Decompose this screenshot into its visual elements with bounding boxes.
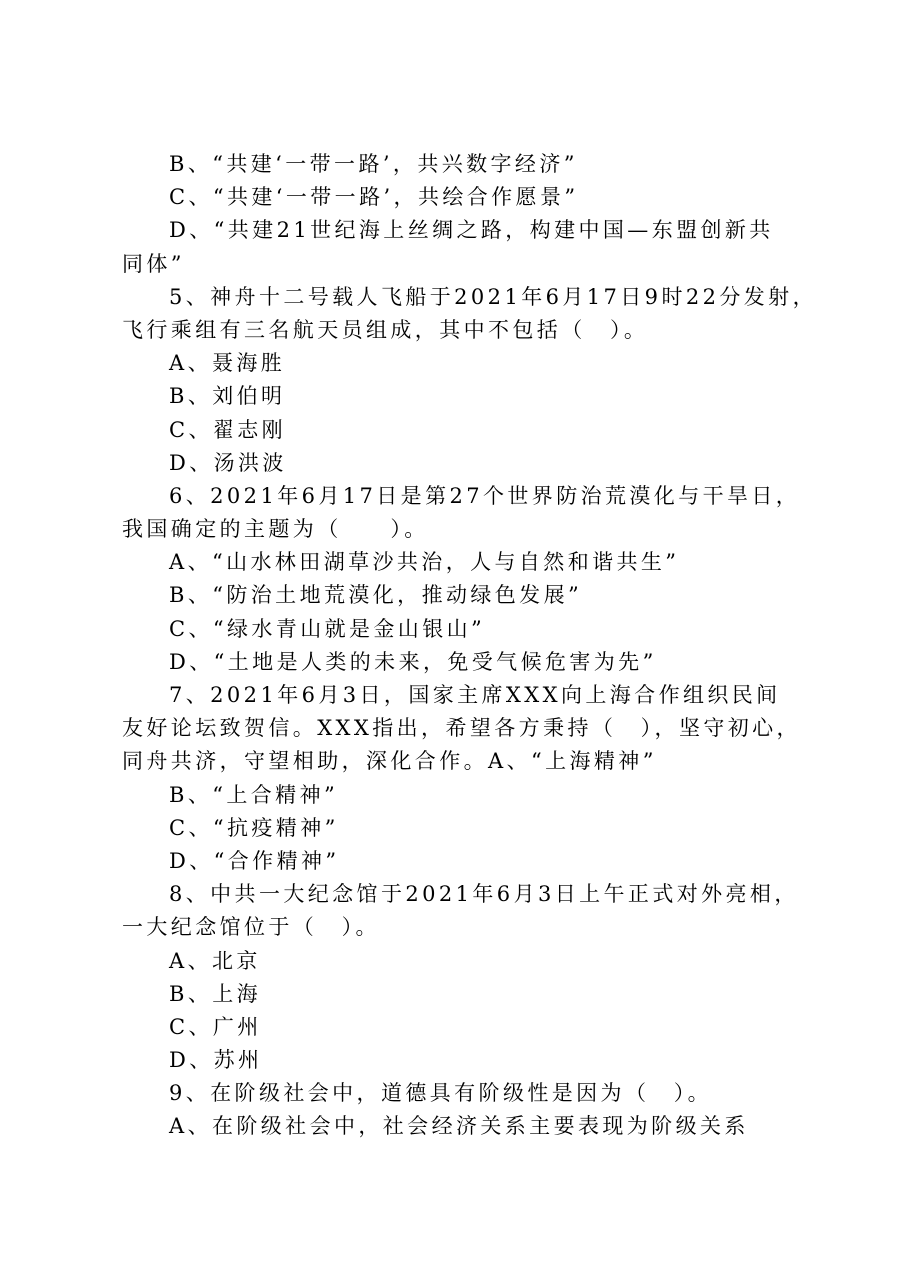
option-4b: B、“共建‘一带一路’，共兴数字经济” xyxy=(169,152,578,176)
option-8c: C、广州 xyxy=(169,1014,262,1039)
question-7-line1: 7、2021年6月3日，国家主席XXX向上海合作组织民间 xyxy=(169,683,781,707)
question-5-line2: 飞行乘组有三名航天员组成，其中不包括（ ）。 xyxy=(122,317,649,342)
question-7-line3: 同舟共济，守望相助，深化合作。A、“上海精神” xyxy=(122,749,657,774)
question-6-line1: 6、2021年6月17日是第27个世界防治荒漠化与干旱日， xyxy=(169,483,801,508)
option-7d: D、“合作精神” xyxy=(169,848,340,873)
question-9: 9、在阶级社会中，道德具有阶级性是因为（ ）。 xyxy=(169,1081,713,1106)
option-4d-line2: 同体” xyxy=(122,251,185,276)
option-5c: C、翟志刚 xyxy=(169,417,287,442)
option-9a: A、在阶级社会中，社会经济关系主要表现为阶级关系 xyxy=(169,1114,749,1139)
option-6c: C、“绿水青山就是金山银山” xyxy=(169,616,486,641)
option-4c: C、“共建‘一带一路’，共绘合作愿景” xyxy=(169,185,579,210)
option-8b: B、上海 xyxy=(169,981,262,1006)
option-5b: B、刘伯明 xyxy=(169,384,286,409)
question-5-line1: 5、神舟十二号载人飞船于2021年6月17日9时22分发射， xyxy=(169,284,817,309)
option-4d-line1: D、“共建21世纪海上丝绸之路，构建中国—东盟创新共 xyxy=(169,218,774,243)
option-6d: D、“土地是人类的未来，免受气候危害为先” xyxy=(169,649,657,674)
option-7c: C、“抗疫精神” xyxy=(169,815,339,840)
option-8a: A、北京 xyxy=(169,948,261,973)
option-7b: B、“上合精神” xyxy=(169,782,339,807)
question-6-line2: 我国确定的主题为（ ）。 xyxy=(122,517,429,542)
document-body xyxy=(122,148,817,1144)
question-8-line2: 一大纪念馆位于（ ）。 xyxy=(122,915,380,940)
option-5d: D、汤洪波 xyxy=(169,450,287,475)
option-5a: A、聂海胜 xyxy=(169,351,286,376)
question-8-line1: 8、中共一大纪念馆于2021年6月3日上午正式对外亮相， xyxy=(169,882,799,907)
option-6a: A、“山水林田湖草沙共治，人与自然和谐共生” xyxy=(169,550,680,575)
question-7-line2: 友好论坛致贺信。XXX指出，希望各方秉持（ ），坚守初心， xyxy=(122,716,801,741)
option-8d: D、苏州 xyxy=(169,1048,263,1073)
option-6b: B、“防治土地荒漠化，推动绿色发展” xyxy=(169,583,583,608)
